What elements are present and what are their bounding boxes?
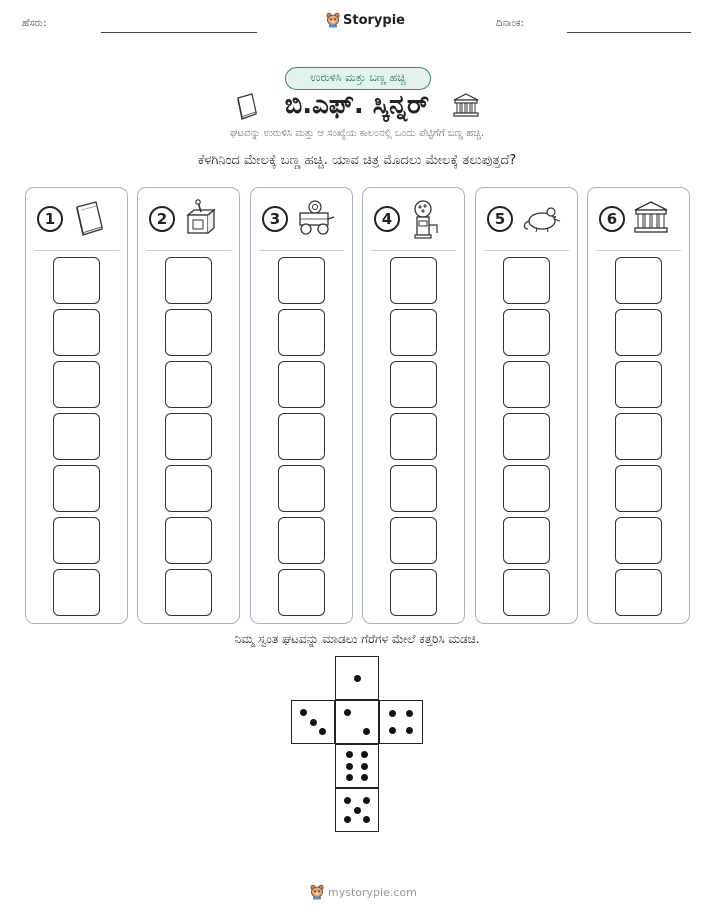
name-label: ಹೆಸರು: — [22, 18, 47, 29]
color-box[interactable] — [165, 257, 212, 304]
column-header — [26, 188, 127, 250]
color-box[interactable] — [503, 309, 550, 356]
color-box[interactable] — [390, 309, 437, 356]
die-pip — [319, 728, 326, 735]
color-box[interactable] — [390, 517, 437, 564]
color-box[interactable] — [53, 257, 100, 304]
die-pip — [346, 774, 353, 781]
die-pip — [344, 797, 351, 804]
color-box[interactable] — [390, 257, 437, 304]
die-face-2 — [335, 700, 379, 744]
column-header — [363, 188, 464, 250]
column-number: 4 — [374, 206, 400, 232]
bear-face-icon — [310, 884, 324, 900]
column-divider — [259, 250, 344, 251]
name-line[interactable] — [101, 32, 257, 33]
color-box[interactable] — [615, 413, 662, 460]
color-box[interactable] — [165, 569, 212, 616]
column-divider — [34, 250, 119, 251]
column-3 — [250, 187, 353, 624]
date-label: ದಿನಾಂಕ: — [496, 18, 524, 29]
die-pip — [363, 728, 370, 735]
lever-box-icon — [182, 199, 220, 241]
color-box[interactable] — [53, 309, 100, 356]
mouse-icon — [520, 199, 564, 239]
color-box[interactable] — [615, 465, 662, 512]
die-pip — [354, 807, 361, 814]
die-face-4 — [379, 700, 423, 744]
color-box[interactable] — [278, 361, 325, 408]
color-box[interactable] — [615, 517, 662, 564]
color-box[interactable] — [503, 465, 550, 512]
die-pip — [363, 816, 370, 823]
column-divider — [484, 250, 569, 251]
brand-name: Storypie — [343, 12, 405, 28]
die-pip — [346, 751, 353, 758]
column-header — [588, 188, 689, 250]
column-divider — [596, 250, 681, 251]
die-pip — [344, 816, 351, 823]
color-box[interactable] — [390, 361, 437, 408]
book-icon — [70, 199, 108, 241]
color-box[interactable] — [390, 413, 437, 460]
die-pip — [361, 763, 368, 770]
color-box[interactable] — [278, 569, 325, 616]
footer-url[interactable]: mystorypie.com — [328, 885, 417, 899]
die-pip — [354, 675, 361, 682]
die-pip — [344, 709, 351, 716]
color-box[interactable] — [165, 517, 212, 564]
subtitle: ಘಟವನ್ನು ಉರುಳಿಸಿ ಮತ್ತು ಆ ಸಂಖ್ಯೆಯ ಕಾಲಂನಲ್ಲಿ ಒಂದು ಪೆಟ್ಟಿಗೆಗೆ ಬಣ್ಣ ಹಚ್ಚಿ. — [229, 128, 485, 139]
color-box[interactable] — [165, 465, 212, 512]
building-icon — [452, 92, 480, 122]
die-pip — [389, 710, 396, 717]
color-box[interactable] — [390, 569, 437, 616]
column-1 — [25, 187, 128, 624]
color-box[interactable] — [615, 361, 662, 408]
color-box[interactable] — [503, 569, 550, 616]
page-title: ಬಿ.ಎಫ್. ಸ್ಕಿನ್ನರ್ — [284, 90, 430, 120]
color-box[interactable] — [53, 413, 100, 460]
color-box[interactable] — [278, 517, 325, 564]
column-number: 2 — [149, 206, 175, 232]
column-2 — [137, 187, 240, 624]
bear-face-icon — [326, 12, 340, 28]
color-box[interactable] — [165, 413, 212, 460]
color-box[interactable] — [278, 257, 325, 304]
color-box[interactable] — [165, 309, 212, 356]
color-box[interactable] — [615, 569, 662, 616]
color-box[interactable] — [53, 569, 100, 616]
die-face-5 — [335, 788, 379, 832]
color-box[interactable] — [615, 257, 662, 304]
die-face-3 — [291, 700, 335, 744]
column-6 — [587, 187, 690, 624]
column-number: 5 — [487, 206, 513, 232]
die-face-1 — [335, 656, 379, 700]
color-box[interactable] — [503, 257, 550, 304]
instruction: ಕೆಳಗಿನಿಂದ ಮೇಲಕ್ಕೆ ಬಣ್ಣ ಹಚ್ಚಿ. ಯಾವ ಚಿತ್ರ ಮೊದಲು ಮೇಲಕ್ಕೆ ತಲುಪುತ್ತದೆ? — [197, 153, 517, 168]
color-box[interactable] — [278, 309, 325, 356]
column-4 — [362, 187, 465, 624]
color-box[interactable] — [503, 361, 550, 408]
die-pip — [361, 751, 368, 758]
die-face-6 — [335, 744, 379, 788]
column-number: 1 — [37, 206, 63, 232]
wagon-icon — [295, 199, 335, 241]
date-line[interactable] — [567, 32, 691, 33]
color-box[interactable] — [503, 413, 550, 460]
die-pip — [406, 727, 413, 734]
color-box[interactable] — [278, 413, 325, 460]
die-pip — [300, 709, 307, 716]
die-pip — [361, 774, 368, 781]
die-instruction: ನಿಮ್ಮ ಸ್ವಂತ ಘಟವನ್ನು ಮಾಡಲು ಗೆರೆಗಳ ಮೇಲೆ ಕತ್ತರಿಸಿ ಮಡಚಿ. — [234, 632, 480, 646]
column-divider — [371, 250, 456, 251]
color-box[interactable] — [278, 465, 325, 512]
column-divider — [146, 250, 231, 251]
color-box[interactable] — [615, 309, 662, 356]
die-pip — [310, 719, 317, 726]
column-header — [476, 188, 577, 250]
die-pip — [389, 727, 396, 734]
column-5 — [475, 187, 578, 624]
color-box[interactable] — [503, 517, 550, 564]
building-icon — [632, 199, 670, 241]
color-box[interactable] — [53, 517, 100, 564]
color-box[interactable] — [390, 465, 437, 512]
activity-tag: ಉರುಳಿಸಿ ಮತ್ತು ಬಣ್ಣ ಹಚ್ಚಿ — [285, 67, 431, 90]
column-header — [138, 188, 239, 250]
gumball-machine-icon — [407, 199, 443, 243]
column-header — [251, 188, 352, 250]
die-pip — [406, 710, 413, 717]
color-box[interactable] — [165, 361, 212, 408]
column-number: 6 — [599, 206, 625, 232]
footer — [310, 884, 417, 900]
die-pip — [346, 763, 353, 770]
column-number: 3 — [262, 206, 288, 232]
die-pip — [363, 797, 370, 804]
color-box[interactable] — [53, 465, 100, 512]
brand-logo — [326, 12, 405, 28]
color-box[interactable] — [53, 361, 100, 408]
